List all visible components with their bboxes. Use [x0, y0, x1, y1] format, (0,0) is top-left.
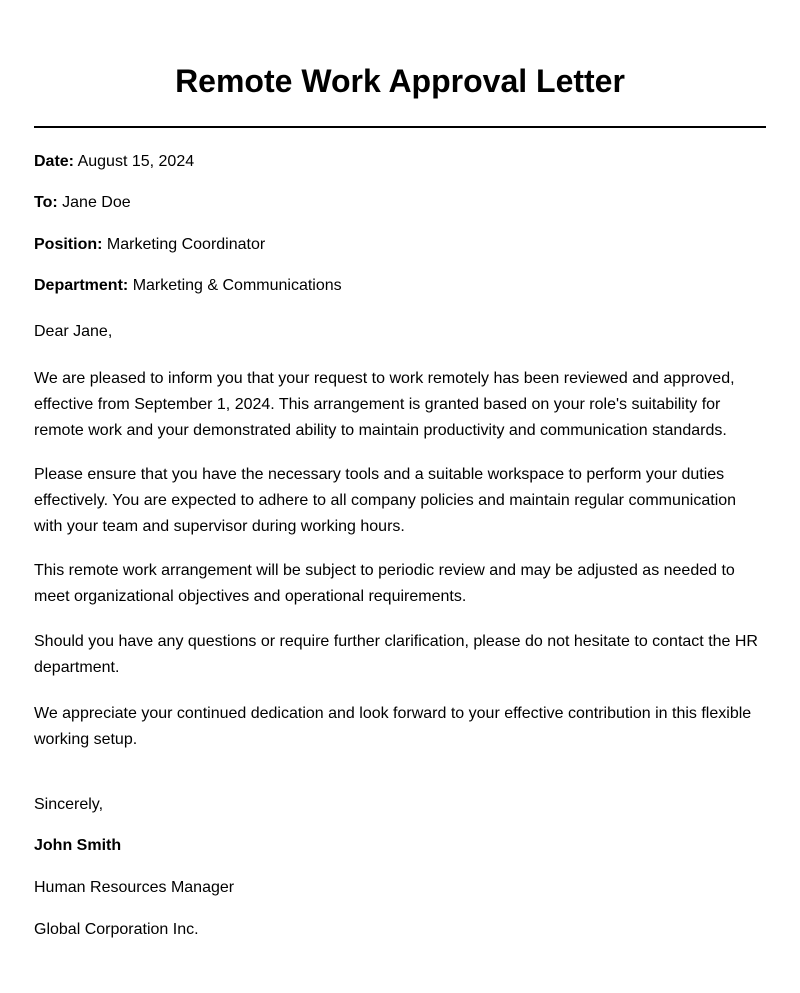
body-paragraph-approval: We are pleased to inform you that your request to work remotely has been reviewed and approved, effective from September 1, 2024. This arrangement is granted based on your role's suitability for remote work and your demonstrated ability to maintain productivity and communication standards. [34, 370, 735, 439]
salutation: Dear Jane, [34, 323, 113, 340]
signer-name: John Smith [34, 837, 122, 854]
title-divider [34, 126, 766, 128]
body-paragraph-review: This remote work arrangement will be subject to periodic review and may be adjusted as needed to meet organizational objectives and operational requirements. [34, 562, 735, 605]
closing: Sincerely, [34, 796, 104, 813]
body-paragraph-expectations: Please ensure that you have the necessary tools and a suitable workspace to perform your duties effectively. You are expected to adhere to all company policies and maintain regular communication with your team and supervisor during working hours. [34, 466, 737, 535]
body-paragraph-contact: Should you have any questions or require further clarification, please do not hesitate to contact the HR department. [34, 633, 758, 676]
position-value: Marketing Coordinator [106, 236, 266, 253]
recipient-line [34, 193, 131, 213]
letter-title: Remote Work Approval Letter [175, 63, 625, 99]
position-label: Position: [34, 236, 103, 253]
signer-title: Human Resources Manager [34, 879, 235, 896]
position-line [34, 235, 265, 255]
date-value: August 15, 2024 [77, 153, 195, 170]
body-paragraph-appreciation: We appreciate your continued dedication and look forward to your effective contribution in this flexible working setup. [34, 705, 752, 748]
date-line [34, 152, 194, 172]
department-label: Department: [34, 277, 129, 294]
department-line [34, 276, 342, 296]
company-name: Global Corporation Inc. [34, 921, 199, 938]
recipient-value: Jane Doe [62, 194, 131, 211]
recipient-label: To: [34, 194, 58, 211]
date-label: Date: [34, 153, 75, 170]
department-value: Marketing & Communications [132, 277, 342, 294]
